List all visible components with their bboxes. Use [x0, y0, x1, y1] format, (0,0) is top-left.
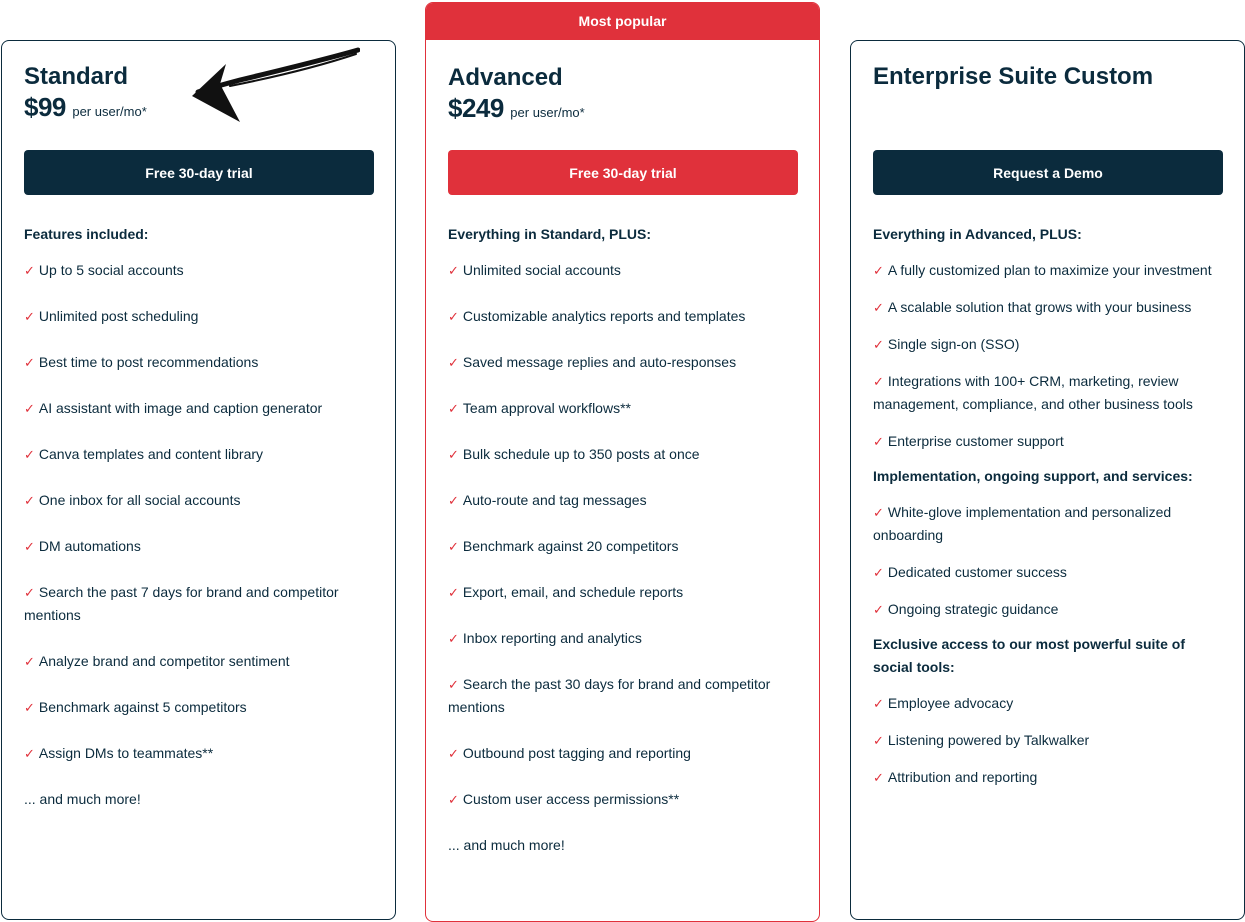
check-icon: ✓	[24, 309, 35, 324]
feature-item	[24, 443, 374, 466]
exclusive-heading: Exclusive access to our most powerful suite of social tools:	[873, 636, 1185, 675]
feature-item	[448, 673, 798, 719]
feature-text: AI assistant with image and caption generator	[38, 400, 323, 416]
feature-list	[24, 223, 374, 811]
check-icon: ✓	[24, 263, 35, 278]
feature-text: Export, email, and schedule reports	[462, 584, 684, 600]
feature-item	[873, 333, 1223, 356]
feature-item	[448, 305, 798, 328]
feature-item	[24, 305, 374, 328]
feature-text: Single sign-on (SSO)	[887, 336, 1020, 352]
feature-item	[24, 581, 374, 627]
check-icon: ✓	[448, 401, 459, 416]
price-amount: $99	[24, 92, 66, 122]
feature-item	[24, 650, 374, 673]
check-icon: ✓	[448, 447, 459, 462]
feature-text: Up to 5 social accounts	[38, 262, 184, 278]
feature-text: Custom user access permissions**	[462, 791, 680, 807]
plan-name: Enterprise Suite Custom	[873, 63, 1154, 90]
feature-item	[24, 489, 374, 512]
feature-text: Listening powered by Talkwalker	[887, 732, 1090, 748]
feature-item	[448, 535, 798, 558]
check-icon: ✓	[873, 602, 884, 617]
plan-card-advanced	[425, 2, 820, 922]
feature-list-heading: Everything in Standard, PLUS:	[448, 226, 652, 242]
check-icon: ✓	[24, 447, 35, 462]
feature-item	[448, 788, 798, 811]
feature-text: Best time to post recommendations	[38, 354, 259, 370]
feature-text: Integrations with 100+ CRM, marketing, review management, compliance, and other business tools	[873, 373, 1193, 412]
feature-item	[873, 430, 1223, 453]
feature-item	[448, 627, 798, 650]
check-icon: ✓	[24, 700, 35, 715]
request-demo-button[interactable]: Request a Demo	[873, 150, 1223, 195]
feature-item	[448, 581, 798, 604]
feature-item	[448, 351, 798, 374]
check-icon: ✓	[24, 654, 35, 669]
feature-item	[24, 351, 374, 374]
implementation-heading: Implementation, ongoing support, and services:	[873, 468, 1193, 484]
free-trial-button[interactable]: Free 30-day trial	[24, 150, 374, 195]
feature-items	[24, 259, 374, 765]
check-icon: ✓	[873, 374, 884, 389]
feature-item	[24, 696, 374, 719]
check-icon: ✓	[448, 493, 459, 508]
feature-text: White-glove implementation and personalized onboarding	[873, 504, 1172, 543]
feature-item	[24, 259, 374, 282]
check-icon: ✓	[448, 677, 459, 692]
feature-list-heading: Features included:	[24, 226, 149, 242]
feature-item	[873, 296, 1223, 319]
check-icon: ✓	[448, 263, 459, 278]
feature-text: Benchmark against 5 competitors	[38, 699, 247, 715]
feature-text: Saved message replies and auto-responses	[462, 354, 737, 370]
more-features-text: ... and much more!	[448, 837, 565, 853]
hand-drawn-arrow-icon	[180, 44, 360, 134]
feature-text: Analyze brand and competitor sentiment	[38, 653, 290, 669]
price-unit: per user/mo*	[72, 104, 147, 119]
feature-text: Ongoing strategic guidance	[887, 601, 1059, 617]
feature-text: Outbound post tagging and reporting	[462, 745, 691, 761]
feature-item	[448, 443, 798, 466]
check-icon: ✓	[448, 746, 459, 761]
feature-text: A fully customized plan to maximize your investment	[887, 262, 1212, 278]
exclusive-items	[873, 692, 1223, 789]
feature-item	[873, 561, 1223, 584]
check-icon: ✓	[24, 355, 35, 370]
implementation-items	[873, 501, 1223, 621]
feature-items	[873, 259, 1223, 453]
feature-text: A scalable solution that grows with your business	[887, 299, 1192, 315]
check-icon: ✓	[24, 585, 35, 600]
feature-item	[24, 535, 374, 558]
feature-item	[873, 501, 1223, 547]
feature-text: Unlimited post scheduling	[38, 308, 199, 324]
feature-item	[873, 729, 1223, 752]
check-icon: ✓	[448, 631, 459, 646]
most-popular-badge: Most popular	[426, 3, 819, 40]
check-icon: ✓	[873, 565, 884, 580]
check-icon: ✓	[24, 746, 35, 761]
feature-text: Benchmark against 20 competitors	[462, 538, 679, 554]
feature-text: Team approval workflows**	[462, 400, 631, 416]
feature-item	[24, 742, 374, 765]
check-icon: ✓	[873, 263, 884, 278]
feature-item	[873, 766, 1223, 789]
feature-item	[448, 742, 798, 765]
plan-name: Advanced	[448, 64, 563, 91]
check-icon: ✓	[873, 696, 884, 711]
feature-text: Attribution and reporting	[887, 769, 1038, 785]
feature-text: Assign DMs to teammates**	[38, 745, 214, 761]
feature-text: Customizable analytics reports and templates	[462, 308, 746, 324]
plan-name: Standard	[24, 63, 129, 90]
feature-item	[873, 692, 1223, 715]
feature-text: Search the past 30 days for brand and competitor mentions	[448, 676, 771, 715]
feature-item	[448, 397, 798, 420]
check-icon: ✓	[873, 733, 884, 748]
free-trial-button[interactable]: Free 30-day trial	[448, 150, 798, 195]
feature-items	[448, 259, 798, 811]
plan-card-enterprise	[850, 40, 1245, 920]
price-unit: per user/mo*	[510, 105, 585, 120]
feature-text: Unlimited social accounts	[462, 262, 621, 278]
feature-text: Bulk schedule up to 350 posts at once	[462, 446, 700, 462]
check-icon: ✓	[448, 585, 459, 600]
feature-list	[448, 223, 798, 857]
feature-item	[873, 370, 1223, 416]
check-icon: ✓	[448, 355, 459, 370]
feature-text: Search the past 7 days for brand and competitor mentions	[24, 584, 339, 623]
feature-text: Canva templates and content library	[38, 446, 264, 462]
feature-item	[873, 259, 1223, 282]
check-icon: ✓	[448, 792, 459, 807]
feature-item	[24, 397, 374, 420]
more-features-text: ... and much more!	[24, 791, 141, 807]
feature-list-heading: Everything in Advanced, PLUS:	[873, 226, 1082, 242]
check-icon: ✓	[24, 493, 35, 508]
feature-text: Employee advocacy	[887, 695, 1014, 711]
check-icon: ✓	[448, 539, 459, 554]
plan-card-standard	[1, 40, 396, 920]
feature-text: Auto-route and tag messages	[462, 492, 647, 508]
check-icon: ✓	[448, 309, 459, 324]
feature-text: Enterprise customer support	[887, 433, 1064, 449]
feature-text: Dedicated customer success	[887, 564, 1067, 580]
feature-item	[448, 259, 798, 282]
feature-text: One inbox for all social accounts	[38, 492, 241, 508]
check-icon: ✓	[873, 505, 884, 520]
check-icon: ✓	[873, 337, 884, 352]
check-icon: ✓	[873, 434, 884, 449]
feature-text: DM automations	[38, 538, 141, 554]
feature-item	[873, 598, 1223, 621]
check-icon: ✓	[24, 539, 35, 554]
feature-list	[873, 223, 1223, 803]
price	[24, 92, 147, 123]
feature-text: Inbox reporting and analytics	[462, 630, 642, 646]
price-amount: $249	[448, 93, 504, 123]
check-icon: ✓	[873, 300, 884, 315]
check-icon: ✓	[873, 770, 884, 785]
price	[448, 93, 585, 124]
feature-item	[448, 489, 798, 512]
check-icon: ✓	[24, 401, 35, 416]
